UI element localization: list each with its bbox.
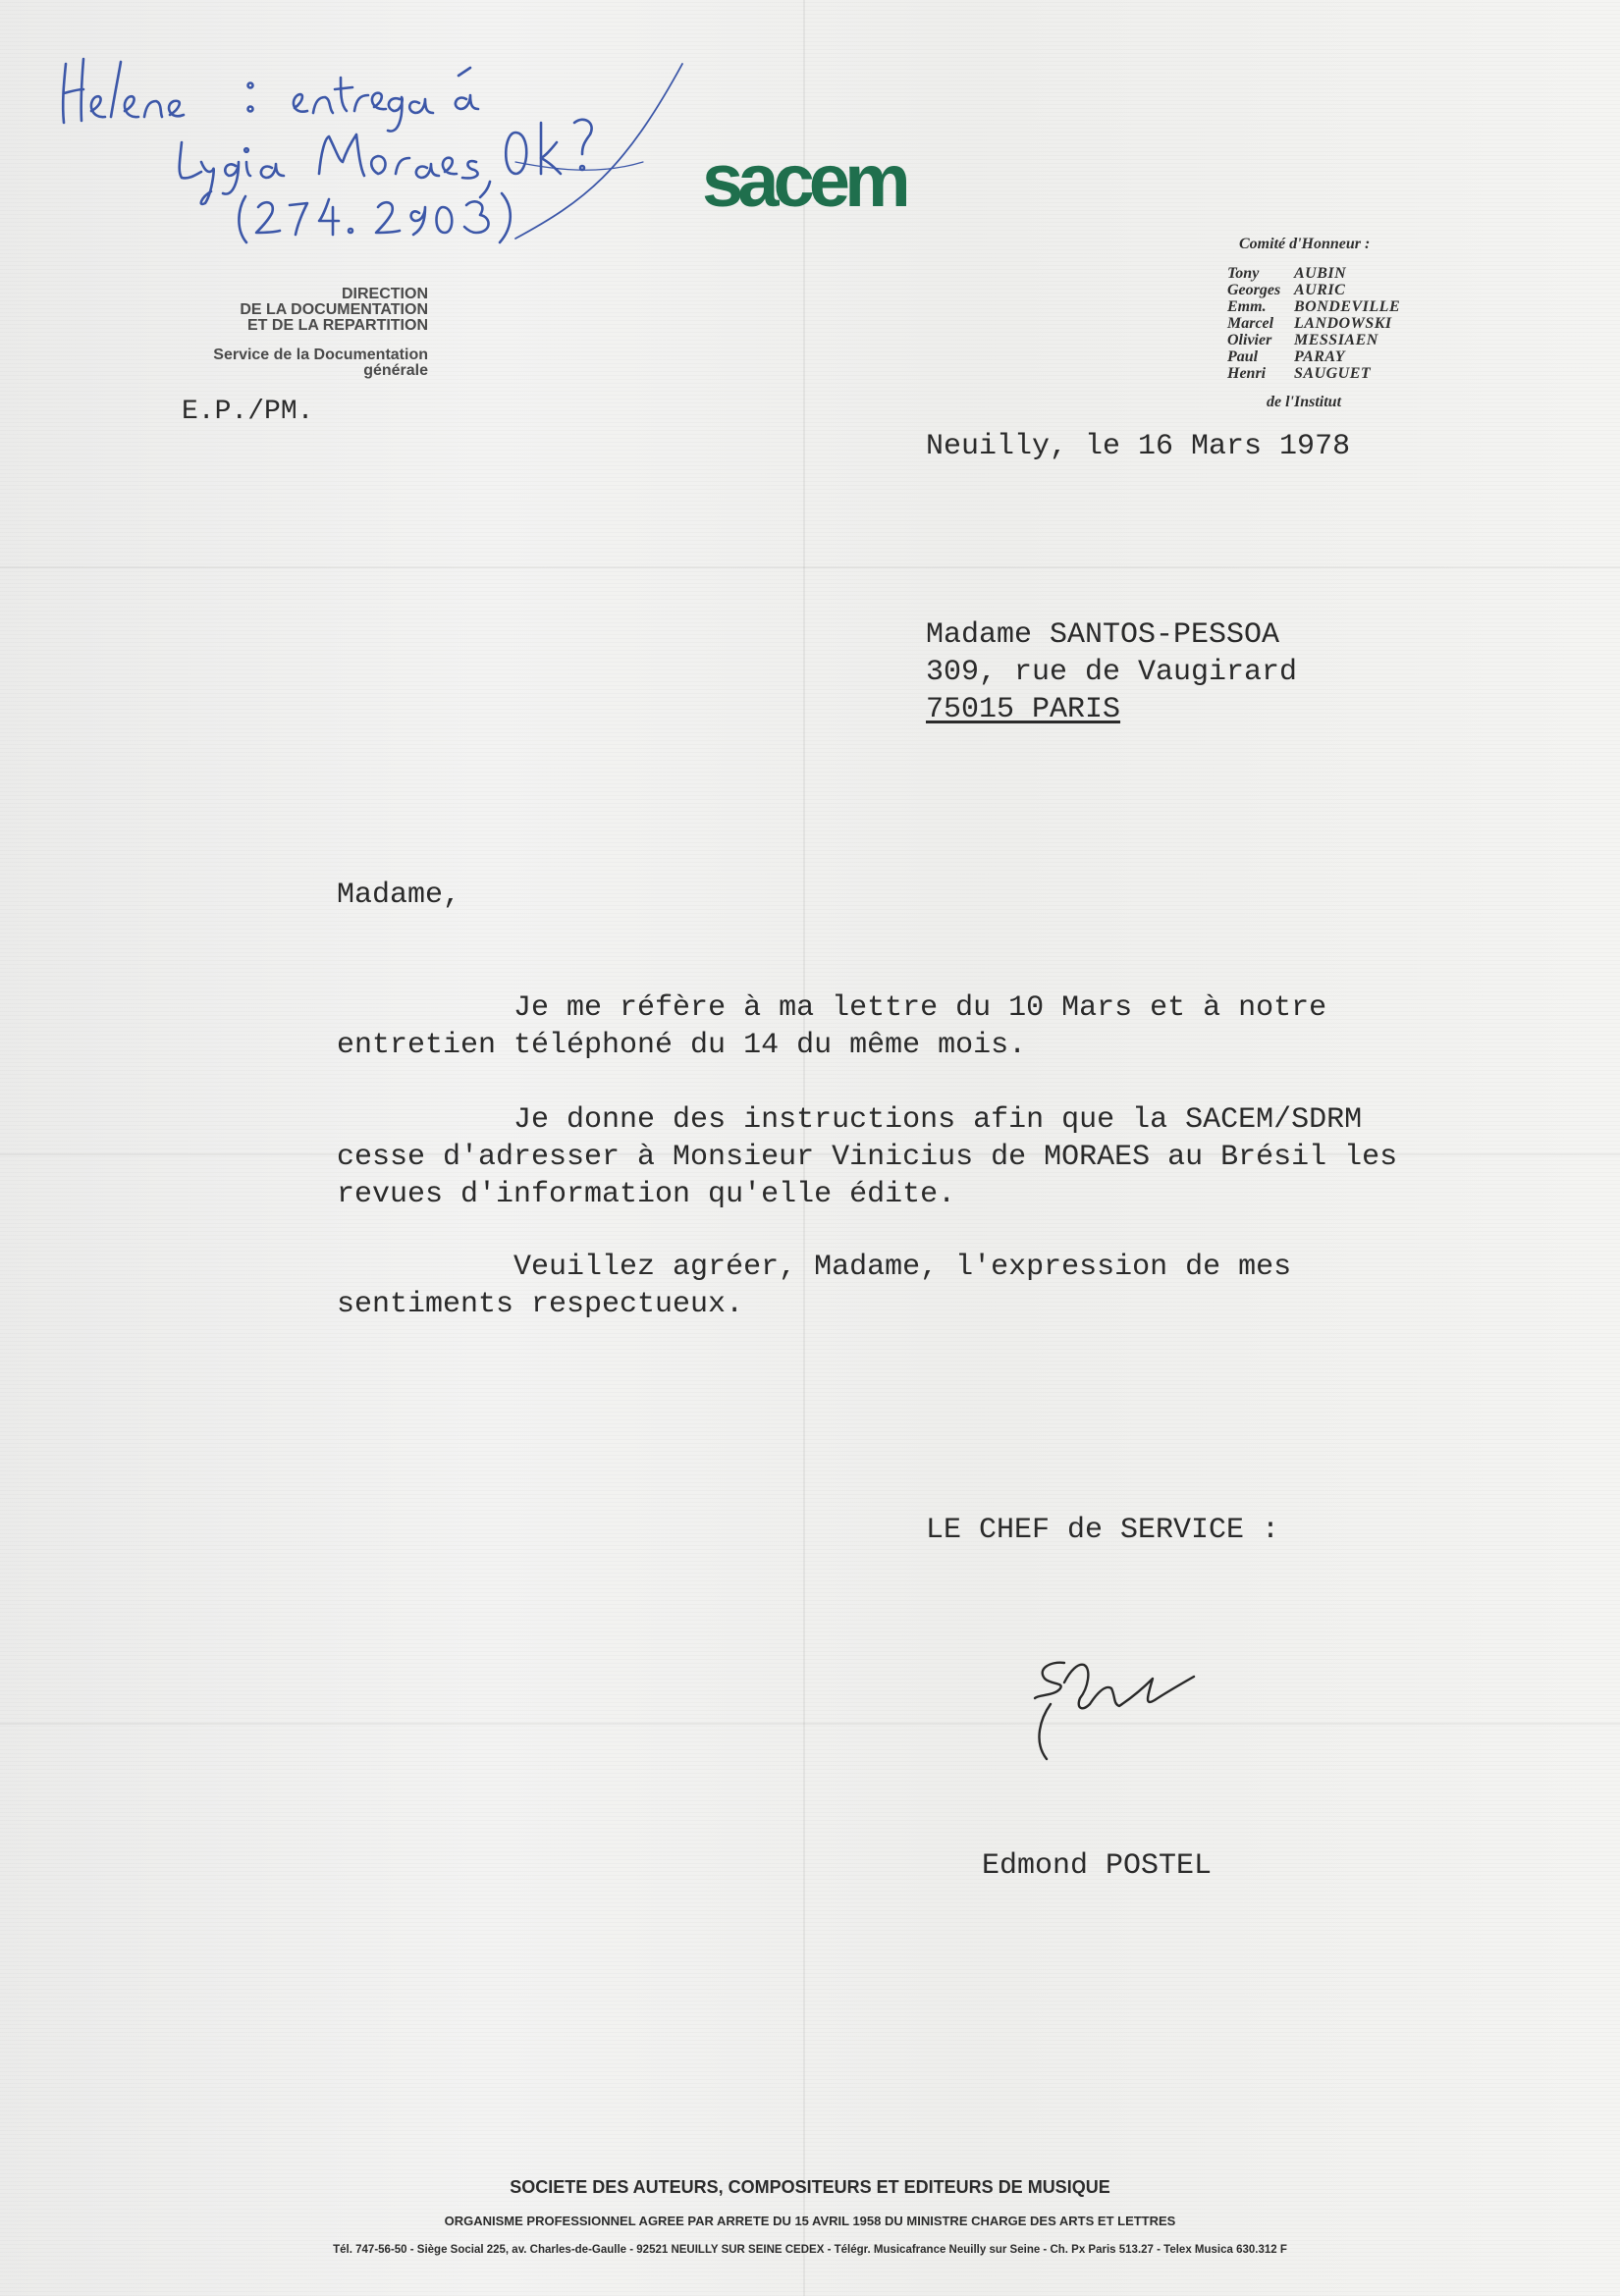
- service-line: générale: [363, 362, 428, 379]
- comite-member: [1227, 298, 1453, 315]
- member-last-name: BONDEVILLE: [1294, 298, 1401, 315]
- member-first-name: Georges: [1227, 282, 1281, 298]
- signatory-name: Edmond POSTEL: [982, 1849, 1213, 1883]
- comite-member: [1227, 332, 1453, 348]
- recipient-name: Madame SANTOS-PESSOA: [926, 618, 1280, 652]
- recipient-address: [926, 616, 1297, 728]
- handwritten-note-drawing: [54, 25, 702, 250]
- recipient-street: 309, rue de Vaugirard: [926, 656, 1298, 689]
- comite-member: [1227, 365, 1453, 382]
- department-line: DE LA DOCUMENTATION: [240, 301, 428, 318]
- footer-organisation: SOCIETE DES AUTEURS, COMPOSITEURS ET EDITEURS DE MUSIQUE: [510, 2177, 1110, 2197]
- comite-footer: de l'Institut: [1267, 394, 1342, 410]
- comite-member: [1227, 348, 1453, 365]
- salutation: Madame,: [337, 879, 461, 912]
- member-first-name: Henri: [1227, 365, 1267, 382]
- department-line: ET DE LA REPARTITION: [247, 317, 428, 334]
- body-paragraph: Je me réfère à ma lettre du 10 Mars et à notre entretien téléphoné du 14 du même mois.: [337, 991, 1327, 1062]
- member-last-name: AURIC: [1294, 282, 1346, 298]
- member-last-name: AUBIN: [1294, 265, 1347, 282]
- department-block: [147, 287, 428, 379]
- sacem-logo: sacem: [702, 139, 905, 223]
- reference: E.P./PM.: [182, 397, 314, 427]
- comite-member: [1227, 265, 1453, 282]
- department-line: DIRECTION: [342, 286, 428, 302]
- member-first-name: Olivier: [1227, 332, 1272, 348]
- footer-contact: Tél. 747-56-50 - Siège Social 225, av. Charles-de-Gaulle - 92521 NEUILLY SUR SEINE CEDEX - Télégr. Musicafrance Neuilly sur Seine - Ch. Px Paris 513.27 - Telex Musica 630.312 F: [333, 2244, 1287, 2256]
- recipient-city: 75015 PARIS: [926, 693, 1121, 726]
- member-first-name: Paul: [1227, 348, 1259, 365]
- footer-agreement: ORGANISME PROFESSIONNEL AGREE PAR ARRETE DU 15 AVRIL 1958 DU MINISTRE CHARGE DES ARTS ET LETTRES: [444, 2214, 1176, 2228]
- comite-heading: Comité d'Honneur :: [1239, 236, 1371, 252]
- handwritten-note: [54, 25, 702, 250]
- comite-honneur: [1227, 236, 1453, 411]
- handwritten-signature: [1021, 1649, 1247, 1772]
- member-last-name: SAUGUET: [1294, 365, 1372, 382]
- member-first-name: Tony: [1227, 265, 1260, 282]
- member-first-name: Marcel: [1227, 315, 1274, 332]
- date-line: Neuilly, le 16 Mars 1978: [926, 430, 1351, 463]
- signature-drawing: [1021, 1649, 1247, 1772]
- member-last-name: LANDOWSKI: [1294, 315, 1392, 332]
- member-last-name: PARAY: [1294, 348, 1345, 365]
- body-paragraph: Veuillez agréer, Madame, l'expression de mes sentiments respectueux.: [337, 1251, 1292, 1321]
- fold-line-horizontal: [0, 1723, 1620, 1725]
- comite-member: [1227, 282, 1453, 298]
- member-last-name: MESSIAEN: [1294, 332, 1378, 348]
- closing-title: LE CHEF de SERVICE :: [926, 1514, 1280, 1547]
- comite-member: [1227, 315, 1453, 332]
- service-line: Service de la Documentation: [213, 347, 428, 363]
- member-first-name: Emm.: [1227, 298, 1267, 315]
- fold-line-horizontal: [0, 566, 1620, 568]
- body-paragraph: Je donne des instructions afin que la SACEM/SDRM cesse d'adresser à Monsieur Vinicius de MORAES au Brésil les revues d'information qu'elle édite.: [337, 1103, 1398, 1211]
